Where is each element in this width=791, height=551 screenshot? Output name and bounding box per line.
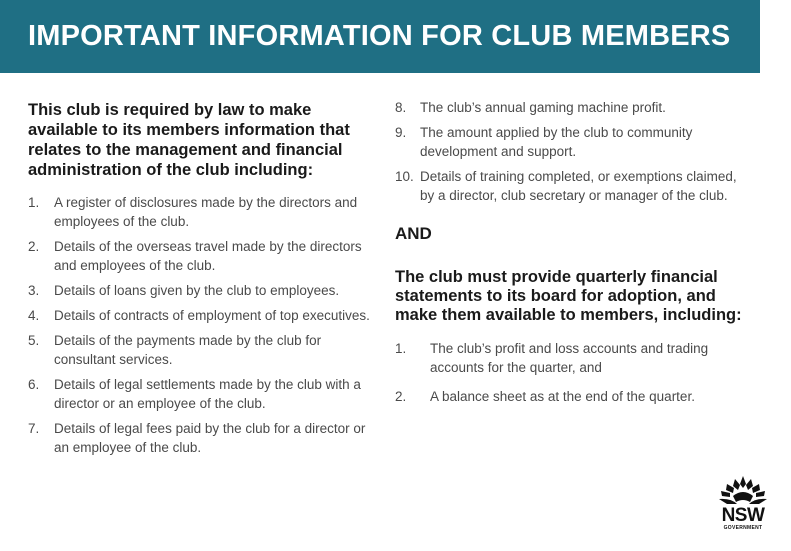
list-item xyxy=(395,387,750,406)
list-item xyxy=(395,167,750,205)
list-item xyxy=(28,375,373,413)
disclosure-list-continued xyxy=(395,98,750,205)
logo-subtext: GOVERNMENT xyxy=(723,525,763,531)
left-column xyxy=(28,100,373,463)
item-text: Details of the overseas travel made by the directors and employees of the club. xyxy=(54,239,362,273)
item-number: 9. xyxy=(395,125,407,140)
item-number: 6. xyxy=(28,377,40,392)
item-text: Details of legal settlements made by the club with a director or an employee of the club. xyxy=(54,377,361,411)
item-number: 4. xyxy=(28,308,40,323)
list-item xyxy=(395,339,750,377)
item-number: 5. xyxy=(28,333,40,348)
logo-wordmark: NSW xyxy=(721,505,765,526)
item-text: A balance sheet as at the end of the quarter. xyxy=(430,389,695,404)
item-number: 1. xyxy=(395,341,407,356)
quarterly-list xyxy=(395,339,750,406)
page-title: IMPORTANT INFORMATION FOR CLUB MEMBERS xyxy=(28,20,731,52)
list-item xyxy=(28,419,373,457)
item-text: The club’s annual gaming machine profit. xyxy=(420,100,666,115)
item-text: Details of legal fees paid by the club for a director or an employee of the club. xyxy=(54,421,366,455)
and-heading: AND xyxy=(395,224,432,243)
item-number: 2. xyxy=(28,239,40,254)
item-text: The club’s profit and loss accounts and trading accounts for the quarter, and xyxy=(430,341,709,375)
item-number: 8. xyxy=(395,100,407,115)
item-number: 1. xyxy=(28,195,40,210)
item-number: 10. xyxy=(395,169,414,184)
waratah-icon xyxy=(713,474,773,506)
item-text: Details of the payments made by the club for consultant services. xyxy=(54,333,322,367)
list-item xyxy=(28,193,373,231)
list-item xyxy=(395,98,750,117)
list-item xyxy=(28,237,373,275)
list-item xyxy=(28,331,373,369)
list-item xyxy=(395,123,750,161)
quarterly-intro: The club must provide quarterly financial statements to its board for adoption, and make them available to members, including: xyxy=(395,268,742,324)
item-number: 3. xyxy=(28,283,40,298)
item-text: Details of training completed, or exemptions claimed, by a director, club secretary or manager of the club. xyxy=(420,169,737,203)
disclosure-list xyxy=(28,193,373,457)
list-item xyxy=(28,306,373,325)
item-text: The amount applied by the club to community development and support. xyxy=(420,125,693,159)
item-text: A register of disclosures made by the directors and employees of the club. xyxy=(54,195,358,229)
item-number: 7. xyxy=(28,421,40,436)
item-number: 2. xyxy=(395,389,407,404)
right-column xyxy=(395,98,750,416)
item-text: Details of contracts of employment of top executives. xyxy=(54,308,370,323)
left-intro: This club is required by law to make available to its members information that relates to the management and financial administration of the club including: xyxy=(28,101,350,179)
item-text: Details of loans given by the club to employees. xyxy=(54,283,340,298)
header-band xyxy=(0,0,760,73)
nsw-government-logo xyxy=(713,474,773,536)
list-item xyxy=(28,281,373,300)
